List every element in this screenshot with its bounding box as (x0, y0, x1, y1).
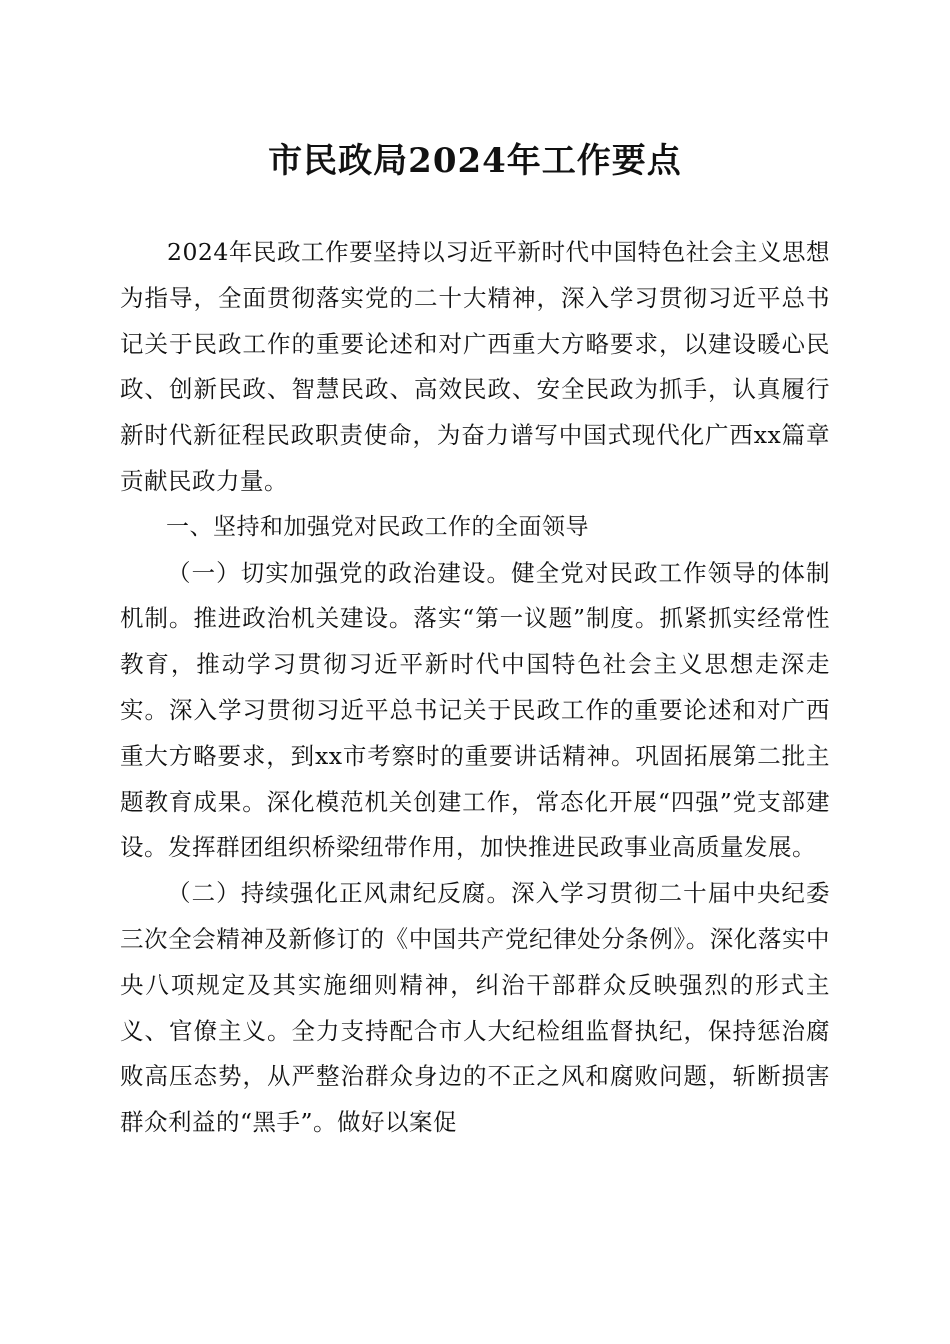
document-body (120, 230, 830, 1146)
intro-paragraph: 2024年民政工作要坚持以习近平新时代中国特色社会主义思想为指导，全面贯彻落实党的二十大精神，深入学习贯彻习近平总书记关于民政工作的重要论述和对广西重大方略要求，以建设暖心民政、创新民政、智慧民政、高效民政、安全民政为抓手，认真履行新时代新征程民政职责使命，为奋力谱写中国式现代化广西xx篇章贡献民政力量。 (120, 238, 830, 495)
item-lead-1: （一）切实加强党的政治建设。 (167, 558, 512, 587)
item-paragraph-1 (120, 551, 830, 872)
item-lead-2: （二）持续强化正风肃纪反腐。 (167, 879, 512, 908)
document-title: 市民政局2024年工作要点 (268, 141, 682, 181)
item-paragraph-2 (120, 871, 830, 1146)
item-text-2: 深入学习贯彻二十届中央纪委三次全会精神及新修订的《中国共产党纪律处分条例》。深化落实中央八项规定及其实施细则精神，纠治干部群众反映强烈的形式主义、官僚主义。全力支持配合市人大纪检组监督执纪，保持惩治腐败高压态势，从严整治群众身边的不正之风和腐败问题，斩断损害群众利益的“黑手”。做好以案促 (120, 879, 831, 1137)
item-text-1: 健全党对民政工作领导的体制机制。推进政治机关建设。落实“第一议题”制度。抓紧抓实经常性教育，推动学习贯彻习近平新时代中国特色社会主义思想走深走实。深入学习贯彻习近平总书记关于民政工作的重要论述和对广西重大方略要求，到xx市考察时的重要讲话精神。巩固拓展第二批主题教育成果。深化模范机关创建工作，常态化开展“四强”党支部建设。发挥群团组织桥梁纽带作用，加快推进民政事业高质量发展。 (120, 558, 831, 862)
section-heading: 一、坚持和加强党对民政工作的全面领导 (166, 513, 589, 540)
